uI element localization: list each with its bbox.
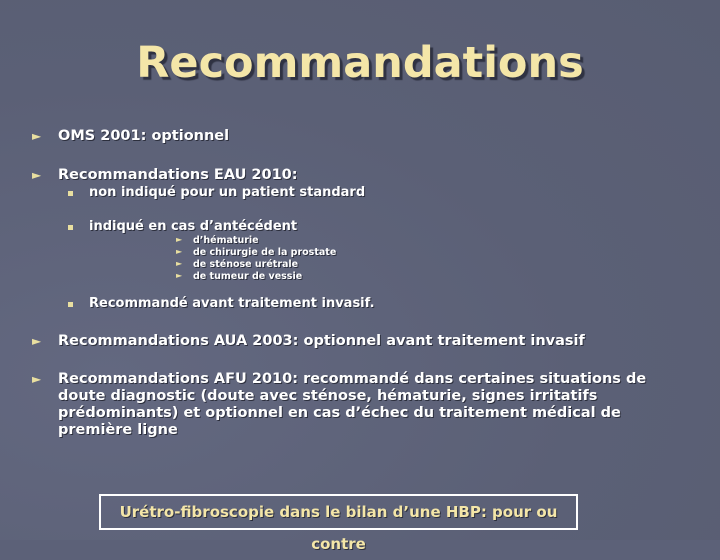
sub-item-text: non indiqué pour un patient standard [89, 185, 366, 200]
sub-sub-item [176, 247, 337, 258]
list-item-eau [32, 167, 298, 184]
sub-sub-item [176, 271, 303, 282]
list-item-afu [32, 371, 698, 439]
list-item-text: optionnel avant traitement invasif [298, 333, 585, 349]
list-item-oms [32, 128, 230, 145]
small-triangle-bullet-icon: ► [176, 271, 183, 280]
slide-title: Recommandations [136, 38, 584, 88]
list-item-aua [32, 333, 585, 350]
sub-item-text: Recommandé avant traitement invasif. [89, 296, 375, 311]
square-bullet-icon [68, 302, 73, 307]
triangle-bullet-icon: ► [32, 372, 42, 386]
sub-item-standard [89, 185, 365, 200]
square-bullet-icon [68, 191, 73, 196]
sub-item-text: indiqué en cas d’antécédent [89, 219, 298, 234]
sub-sub-item-text: de sténose urétrale [193, 259, 299, 270]
square-bullet-icon [68, 225, 73, 230]
small-triangle-bullet-icon: ► [176, 259, 183, 268]
list-item-text: Recommandations EAU 2010: [58, 167, 298, 183]
list-item-label: Recommandations AUA 2003: [58, 333, 299, 349]
sub-item-invasif [89, 296, 375, 311]
sub-sub-item-text: de tumeur de vessie [193, 271, 303, 282]
sub-sub-item [176, 259, 299, 270]
list-item-label: Recommandations AFU 2010 [58, 371, 293, 387]
triangle-bullet-icon: ► [32, 334, 42, 348]
small-triangle-bullet-icon: ► [176, 235, 183, 244]
sub-sub-item-text: d’hématurie [193, 235, 259, 246]
footer-caption: Urétro-fibroscopie dans le bilan d’une HBP: pour ou contre [99, 494, 578, 530]
small-triangle-bullet-icon: ► [176, 247, 183, 256]
triangle-bullet-icon: ► [32, 168, 42, 182]
list-item-text: OMS 2001: optionnel [58, 128, 230, 144]
sub-sub-item [176, 235, 259, 246]
triangle-bullet-icon: ► [32, 129, 42, 143]
list-item-text: : recommandé dans certaines situations de doute diagnostic (doute avec sténose, hématurie, signes irritatifs prédominants) et optionnel en cas d’échec du traitement médical de première ligne [58, 371, 647, 438]
sub-item-antecedent [89, 219, 297, 234]
sub-sub-item-text: de chirurgie de la prostate [193, 247, 337, 258]
